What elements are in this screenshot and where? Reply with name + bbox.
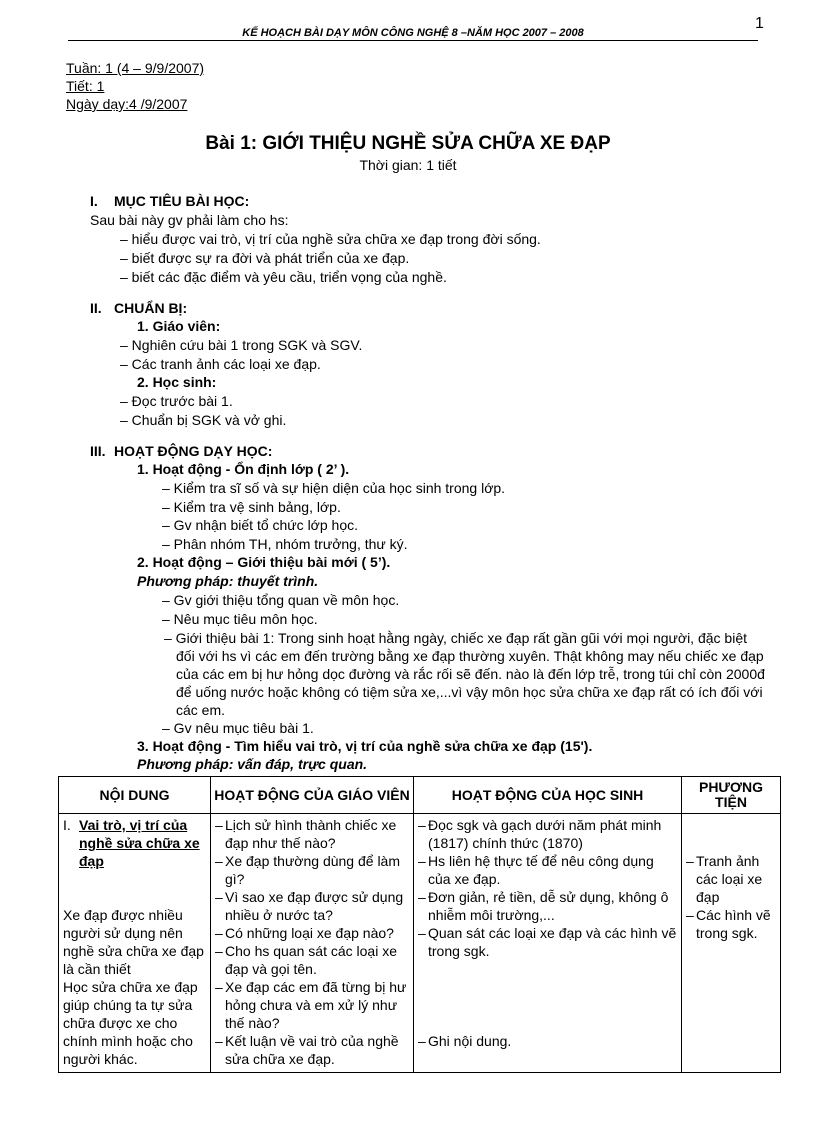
teacher-subheading: 1. Giáo viên: — [137, 318, 221, 334]
teacher-prep-item: – Nghiên cứu bài 1 trong SGK và SGV. — [120, 337, 363, 353]
activity-2-item: – Gv giới thiệu tổng quan về môn học. — [162, 592, 400, 608]
content-heading-text: Vai trò, vị trí của nghề sửa chữa xe đạp — [79, 817, 200, 869]
header-means: PHƯƠNG TIỆN — [682, 777, 781, 814]
objective-item: – hiểu được vai trò, vị trí của nghề sửa chữa xe đạp trong đời sống. — [120, 231, 541, 247]
teacher-prep-item: – Các tranh ảnh các loại xe đạp. — [120, 356, 321, 372]
header-student-activity: HOẠT ĐỘNG CỦA HỌC SINH — [414, 777, 682, 814]
student-response: – Đọc sgk và gạch dưới năm phát minh (1817) chính thức (1870) — [418, 817, 662, 851]
lesson-duration: Thời gian: 1 tiết — [359, 157, 457, 173]
student-response: – Quan sát các loại xe đạp và các hình vẽ trong sgk. — [418, 925, 677, 959]
activity-1-heading: 1. Hoạt động - Ổn định lớp ( 2’ ). — [137, 461, 350, 477]
meta-week: Tuần: 1 (4 – 9/9/2007) — [66, 60, 205, 76]
teacher-question: – Cho hs quan sát các loại xe đạp và gọi tên. — [215, 943, 397, 977]
student-subheading: 2. Học sinh: — [137, 374, 217, 390]
meta-date: Ngày dạy:4 /9/2007 — [66, 96, 188, 112]
student-response: – Ghi nội dung. — [418, 1033, 512, 1049]
teacher-question: – Xe đạp thường dùng để làm gì? — [215, 853, 401, 887]
header-teacher-activity: HOẠT ĐỘNG CỦA GIÁO VIÊN — [211, 777, 414, 814]
section-activities-heading — [90, 443, 272, 459]
section-objectives-heading — [90, 193, 249, 209]
header-content: NỘI DUNG — [59, 777, 211, 814]
content-text: Xe đạp được nhiều người sử dụng nên nghề sửa chữa xe đạp là cần thiết — [63, 907, 204, 977]
teacher-question: – Kết luận về vai trò của nghề sửa chữa xe đạp. — [215, 1033, 399, 1067]
activity-1-item: – Gv nhận biết tổ chức lớp học. — [162, 517, 358, 533]
objective-item: – biết được sự ra đời và phát triển của xe đạp. — [120, 250, 410, 266]
page-number: 1 — [755, 15, 764, 32]
teacher-question: – Có những loại xe đạp nào? — [215, 925, 394, 941]
student-activity-cell — [414, 814, 682, 1073]
objective-item: – biết các đặc điểm và yêu cầu, triển vọng của nghề. — [120, 269, 447, 285]
section-preparation-heading — [90, 300, 187, 316]
activity-3-method: Phương pháp: vấn đáp, trực quan. — [137, 756, 368, 772]
teacher-question: – Vì sao xe đạp được sử dụng nhiều ở nước ta? — [215, 889, 404, 923]
activity-2-method: Phương pháp: thuyết trình. — [137, 573, 319, 589]
lesson-activity-table — [58, 776, 781, 1073]
meta-period: Tiết: 1 — [66, 78, 105, 94]
document-header: KẾ HOẠCH BÀI DẠY MÔN CÔNG NGHỆ 8 –NĂM HỌC 2007 – 2008 — [68, 27, 758, 41]
objectives-intro: Sau bài này gv phải làm cho hs: — [90, 212, 289, 228]
content-number: I. — [63, 817, 71, 833]
means-item: – Tranh ảnh các loại xe đạp — [686, 853, 763, 905]
table-row — [59, 814, 781, 1073]
student-response: – Hs liên hệ thực tế để nêu công dụng của xe đạp. — [418, 853, 654, 887]
teacher-question: – Xe đạp các em đã từng bị hư hỏng chưa và em xử lý như thế nào? — [215, 979, 407, 1031]
content-heading — [63, 816, 206, 870]
section-title: HOẠT ĐỘNG DẠY HỌC: — [114, 443, 273, 459]
activity-1-item: – Kiểm tra vệ sinh bảng, lớp. — [162, 499, 341, 515]
teacher-activity-cell — [211, 814, 414, 1073]
means-cell — [682, 814, 781, 1073]
means-item: – Các hình vẽ trong sgk. — [686, 907, 771, 941]
table-header-row — [59, 777, 781, 814]
section-title: MỤC TIÊU BÀI HỌC: — [114, 193, 250, 209]
teacher-question: – Lịch sử hình thành chiếc xe đạp như thế nào? — [215, 817, 397, 851]
section-title: CHUẨN BỊ: — [114, 300, 188, 316]
content-cell — [59, 814, 211, 1073]
activity-1-item: – Kiểm tra sĩ số và sự hiện diện của học sinh trong lớp. — [162, 480, 506, 496]
activity-2-heading: 2. Hoạt động – Giới thiệu bài mới ( 5’). — [137, 554, 391, 570]
activity-2-introduction-paragraph: – Giới thiệu bài 1: Trong sinh hoạt hằng ngày, chiếc xe đạp rất gần gũi với mọi người, đặc biệt đối với hs vì các em đến trường bằng xe đạp thường xuyên. Thật không may nếu chiếc xe đạp của các em bị hư hỏng dọc đường và rắc rối sẽ đến. nào là đến lớp trễ, trong túi chỉ còn 2000đ để uống nước hoặc không có tiệm sửa xe,...vì vậy môn học sửa chữa xe đạp rất có ích đối với các em. — [164, 630, 765, 718]
section-number: I. — [90, 193, 98, 209]
student-prep-item: – Đọc trước bài 1. — [120, 393, 233, 409]
section-number: III. — [90, 443, 106, 459]
activity-2-item: – Nêu mục tiêu môn học. — [162, 611, 318, 627]
lesson-meta — [66, 59, 204, 113]
activity-2-item: – Gv nêu mục tiêu bài 1. — [162, 720, 314, 736]
lesson-title: Bài 1: GIỚI THIỆU NGHỀ SỬA CHỮA XE ĐẠP — [205, 133, 611, 154]
student-prep-item: – Chuẩn bị SGK và vở ghi. — [120, 412, 287, 428]
activity-1-item: – Phân nhóm TH, nhóm trưởng, thư ký. — [162, 536, 408, 552]
content-text: Học sửa chữa xe đạp giúp chúng ta tự sửa chữa được xe cho chính mình hoặc cho người khác. — [63, 979, 198, 1067]
section-number: II. — [90, 300, 102, 316]
student-response: – Đơn giản, rẻ tiền, dễ sử dụng, không ô nhiễm môi trường,... — [418, 889, 669, 923]
activity-3-heading: 3. Hoạt động - Tìm hiểu vai trò, vị trí của nghề sửa chữa xe đạp (15'). — [137, 738, 593, 754]
